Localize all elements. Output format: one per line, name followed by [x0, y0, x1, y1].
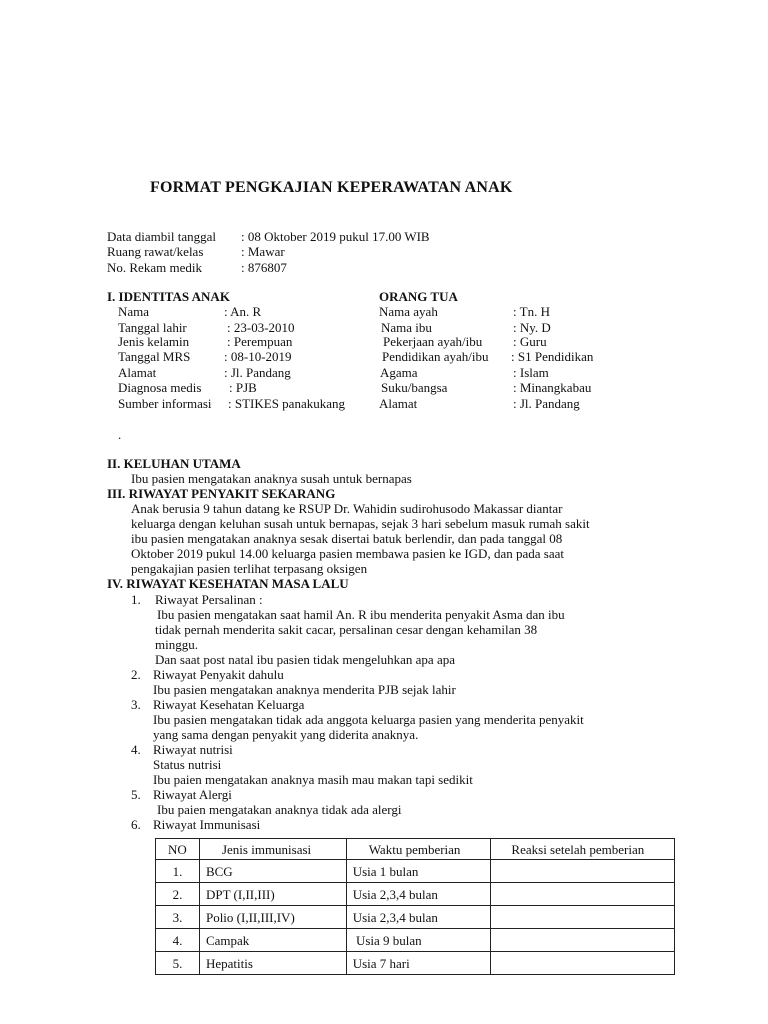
list-number: 3. — [131, 697, 141, 712]
child-value: : STIKES panakukang — [228, 396, 345, 411]
cell-reaction — [491, 906, 675, 929]
child-value: : 23-03-2010 — [227, 320, 295, 335]
list-item-line: yang sama dengan penyakit yang diderita anaknya. — [153, 727, 419, 742]
child-value: : Jl. Pandang — [224, 365, 291, 380]
meta-date-label: Data diambil tanggal — [107, 229, 217, 244]
list-item-line: Ibu pasien mengatakan tidak ada anggota keluarga pasien yang menderita penyakit — [153, 712, 584, 727]
cell-time: Usia 1 bulan — [346, 860, 491, 883]
table-row — [156, 860, 675, 883]
child-label: Diagnosa medis — [118, 380, 202, 395]
child-label: Alamat — [118, 365, 157, 380]
header-time: Waktu pemberian — [346, 839, 491, 860]
parent-label: Nama ibu — [381, 320, 432, 335]
cell-time: Usia 2,3,4 bulan — [346, 906, 491, 929]
child-value: : PJB — [229, 380, 257, 395]
cell-type: Campak — [199, 929, 346, 952]
parent-value: : Minangkabau — [513, 380, 592, 395]
cell-no: 2. — [156, 883, 200, 906]
cell-no: 5. — [156, 952, 200, 975]
paragraph-line: keluarga dengan keluhan susah untuk bernapas, sejak 3 hari sebelum masuk rumah sakit — [131, 516, 590, 531]
paragraph-line: Oktober 2019 pukul 14.00 keluarga pasien membawa pasien ke IGD, dan pada saat — [131, 546, 564, 561]
page-title: FORMAT PENGKAJIAN KEPERAWATAN ANAK — [150, 179, 513, 196]
parent-label: Agama — [380, 365, 418, 380]
list-number: 4. — [131, 742, 141, 757]
immunization-table — [155, 838, 675, 975]
list-item-line: Ibu pasien mengatakan saat hamil An. R ibu menderita penyakit Asma dan ibu — [157, 607, 565, 622]
cell-type: Hepatitis — [199, 952, 346, 975]
list-number: 1. — [131, 592, 141, 607]
parent-value: : Tn. H — [513, 304, 550, 319]
section-complaint-heading: II. KELUHAN UTAMA — [107, 456, 241, 471]
parent-label: Pendidikan ayah/ibu — [382, 349, 489, 364]
parent-label: Nama ayah — [379, 304, 438, 319]
child-value: : An. R — [224, 304, 262, 319]
table-row — [156, 929, 675, 952]
meta-room-value: : Mawar — [241, 244, 285, 259]
parent-label: Suku/bangsa — [381, 380, 448, 395]
child-label: Tanggal lahir — [118, 320, 187, 335]
cell-type: BCG — [199, 860, 346, 883]
list-item-line: Ibu paien mengatakan anaknya masih mau makan tapi sedikit — [153, 772, 473, 787]
list-item-line: Dan saat post natal ibu pasien tidak mengeluhkan apa apa — [155, 652, 455, 667]
cell-type: Polio (I,II,III,IV) — [199, 906, 346, 929]
table-row — [156, 906, 675, 929]
meta-record-label: No. Rekam medik — [107, 260, 202, 275]
cell-no: 4. — [156, 929, 200, 952]
list-item-line: minggu. — [155, 637, 198, 652]
child-value: : Perempuan — [227, 334, 293, 349]
table-header-row — [156, 839, 675, 860]
parent-value: : Guru — [513, 334, 547, 349]
cell-reaction — [491, 952, 675, 975]
section-identity-heading: I. IDENTITAS ANAK — [107, 289, 230, 304]
header-reaction: Reaksi setelah pemberian — [491, 839, 675, 860]
list-item-title: Riwayat Kesehatan Keluarga — [153, 697, 305, 712]
cell-reaction — [491, 883, 675, 906]
list-number: 2. — [131, 667, 141, 682]
cell-no: 3. — [156, 906, 200, 929]
cell-reaction — [491, 929, 675, 952]
cell-time: Usia 2,3,4 bulan — [346, 883, 491, 906]
list-number: 5. — [131, 787, 141, 802]
parent-value: : Ny. D — [513, 320, 551, 335]
header-no: NO — [156, 839, 200, 860]
child-label: Sumber informasi — [118, 396, 212, 411]
child-label: Nama — [118, 304, 150, 319]
table-row — [156, 883, 675, 906]
section-past-health-heading: IV. RIWAYAT KESEHATAN MASA LALU — [107, 576, 349, 591]
section-current-illness-heading: III. RIWAYAT PENYAKIT SEKARANG — [107, 486, 336, 501]
cell-time: Usia 9 bulan — [346, 929, 491, 952]
cell-reaction — [491, 860, 675, 883]
parent-value: : S1 Pendidikan — [511, 349, 594, 364]
list-item-line: tidak pernah menderita sakit cacar, persalinan cesar dengan kehamilan 38 — [155, 622, 538, 637]
list-item-line: Ibu paien mengatakan anaknya tidak ada alergi — [157, 802, 402, 817]
list-item-title: Riwayat Alergi — [153, 787, 232, 802]
list-item-title: Riwayat Immunisasi — [153, 817, 261, 832]
paragraph-line: Anak berusia 9 tahun datang ke RSUP Dr. Wahidin sudirohusodo Makassar diantar — [131, 501, 563, 516]
section-parent-heading: ORANG TUA — [379, 289, 458, 304]
cell-no: 1. — [156, 860, 200, 883]
meta-date-value: : 08 Oktober 2019 pukul 17.00 WIB — [241, 229, 430, 244]
list-item-title: Riwayat nutrisi — [153, 742, 233, 757]
list-item-title: Riwayat Penyakit dahulu — [153, 667, 284, 682]
parent-value: : Islam — [513, 365, 549, 380]
complaint-text: Ibu pasien mengatakan anaknya susah untuk bernapas — [131, 471, 412, 486]
paragraph-line: ibu pasien mengatakan anaknya sesak disertai batuk berlendir, dan pada tanggal 08 — [131, 531, 563, 546]
child-label: Jenis kelamin — [118, 334, 190, 349]
meta-room-label: Ruang rawat/kelas — [107, 244, 204, 259]
parent-value: : Jl. Pandang — [513, 396, 580, 411]
list-item-line: Status nutrisi — [153, 757, 222, 772]
paragraph-line: pengakajian pasien terlihat terpasang oksigen — [131, 561, 368, 576]
stray-dot: . — [118, 427, 122, 442]
table-row — [156, 952, 675, 975]
child-value: : 08-10-2019 — [224, 349, 292, 364]
parent-label: Pekerjaan ayah/ibu — [383, 334, 483, 349]
child-label: Tanggal MRS — [118, 349, 191, 364]
header-type: Jenis immunisasi — [199, 839, 346, 860]
list-number: 6. — [131, 817, 141, 832]
cell-time: Usia 7 hari — [346, 952, 491, 975]
parent-label: Alamat — [379, 396, 418, 411]
list-item-title: Riwayat Persalinan : — [155, 592, 263, 607]
list-item-line: Ibu pasien mengatakan anaknya menderita PJB sejak lahir — [153, 682, 456, 697]
cell-type: DPT (I,II,III) — [199, 883, 346, 906]
meta-record-value: : 876807 — [241, 260, 287, 275]
